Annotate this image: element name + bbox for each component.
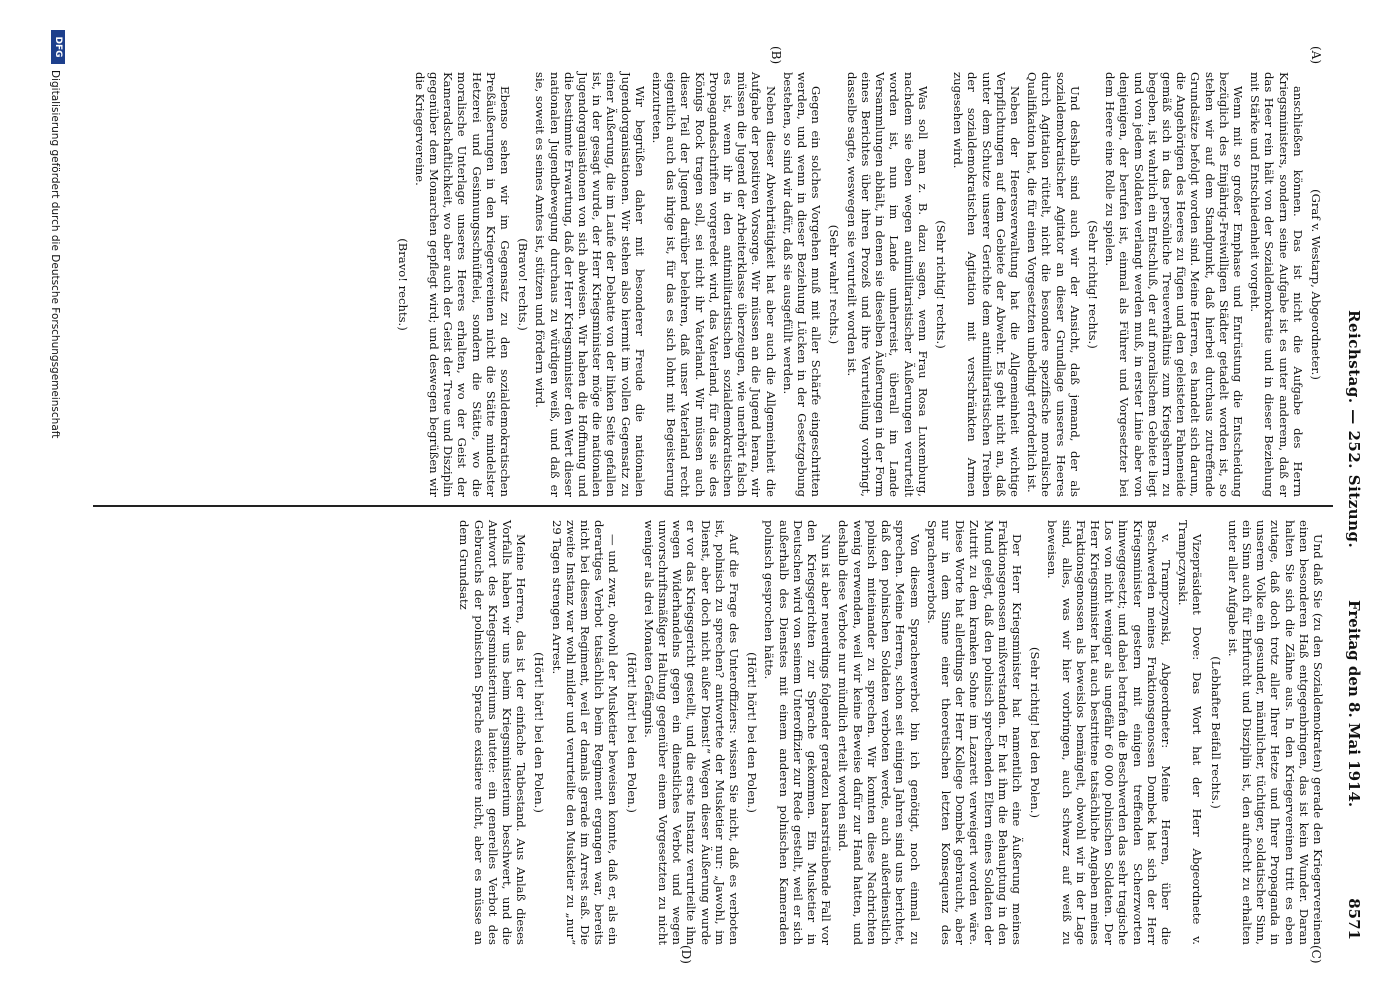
page-header [1337,70,1363,940]
page-number: 8571 [1345,898,1363,940]
paragraph: Gegen ein solches Vorgehen muß mit aller Schärfe eingeschritten werden, und wenn in dieser Beziehung Lücken in der Gesetzgebung bestehen, so sind wir dafür, daß sie ausgefüllt werden. [780,72,824,497]
header-date: Freitag den 8. Mai 1914. [1345,600,1363,808]
interjection: (Hört! hört! bei den Polen.) [532,652,547,813]
interjection: (Lebhafter Beifall rechts.) [1208,656,1223,809]
interjection: (Sehr wahr! rechts.) [827,224,842,345]
column-divider [93,505,1333,507]
left-column [391,72,1325,497]
paragraph: Neben der Heeresverwaltung hat die Allgemeinheit wichtige Verpflichtungen auf dem Gebiete der Abwehr. Es geht nicht an, daß unter dem Schutze unserer Gerichte dem antimilitaristischen Treiben der sozialdemokratischen Agitation mit verschränkten Armen zugesehen wird. [951,72,1022,497]
interjection: (Hört! hört! bei den Polen.) [624,652,639,813]
paragraph: Auf die Frage des Unteroffiziers: wissen Sie nicht, daß es verboten ist, polnisch zu sprechen? antwortete der Musketier nur: „Jawohl, im Dienst, aber doch nicht außer Dienst!“ Wegen dieser Äußerung wurde er vor das Kriegsgericht gestellt, und die erste Instanz verurteilte ihn wegen Widerhandelns gegen ein dienstliches Verbot und wegen unvorschriftsmäßiger Haltung gegenüber einem Vorgesetzten zu nicht weniger als drei Monaten Gefängnis. [641,520,742,945]
margin-marker-a: (A) [1309,46,1323,65]
interjection: (Bravo! rechts.) [395,238,410,331]
paragraph: Und deshalb sind auch wir der Ansicht, daß jemand, der als sozialdemokratischer Agitator an dieser Grundlage unseres Heeres durch Agitation rüttelt, nicht die besondere spezifische moralische Qualifikation hat, die für einen Vorgesetzten unbedingt erforderlich ist. [1025,72,1082,497]
right-column [454,520,1325,945]
paragraph: Was soll man z. B. dazu sagen, wenn Frau Rosa Luxemburg, nachdem sie eben wegen antimilitaristischer Äußerungen verurteilt worden ist, nun im Lande umherreist, überall im Lande Versammlungen abhält, in denen sie dieselben Äußerungen in der Form eines Berichtes über ihren Prozeß und ihre Verurteilung vorbringt, dasselbe sagte, weswegen sie verurteilt worden ist. [844,72,930,497]
interjection: (Hört! hört! bei den Polen.) [745,652,760,813]
paragraph: Meine Herren, das ist der einfache Tatbestand. Aus Anlaß dieses Vorfalls haben wir uns beim Kriegsministerium beschwert, und die Antwort des Kriegsministeriums lautete: ein generelles Verbot des Gebrauchs der polnischen Sprache existiere nicht, aber es müsse an dem Grundsatz [457,520,529,945]
speaker-line: (Graf v. Westarp, Abgeordneter.) [1309,189,1323,380]
paragraph: Vizepräsident Dove: Das Wort hat der Herr Abgeordnete v. Trampczynski. [1176,520,1205,945]
header-session: Reichstag. — 252. Sitzung. [1345,310,1363,549]
interjection: (Bravo! rechts.) [516,238,531,331]
interjection: (Sehr richtig! bei den Polen.) [1028,646,1043,819]
margin-marker-c: (C) [1309,945,1323,964]
funding-note: Digitalisierung gefördert durch die Deutsche Forschungsgemeinschaft [49,70,61,439]
paragraph: Und daß Sie (zu den Sozialdemokraten) gerade den Kriegervereinen einen besonderen Haß entgegenbringen, das ist kein Wunder. Daran halten Sie sich die Zähne aus. In den Kriegervereinen tritt es eben zutage, daß doch trotz aller Ihrer Hetze und Ihrer Propaganda in unserem Volke ein gesunder, männlicher, tüchtiger, soldatischer Sinn, ein Sinn auch für Ehrfurcht und Disziplin ist, den aufrecht zu erhalten unter aller Aufgabe ist. [1225,520,1325,945]
paragraph: Von diesem Sprachenverbot bin ich genötigt, noch einmal zu sprechen. Meine Herren, schon seit einigen Jahren sind uns berichtet, daß den polnischen Soldaten verboten werde, auch außerdienstlich polnisch miteinander zu sprechen. Wir konnten diese Nachrichten wenig verwenden, weil wir keine Beweise dafür zur Hand hatten, und deshalb diese Verbote nur mündlich erteilt worden sind. [836,520,922,945]
paragraph: Neben dieser Abwehrtätigkeit hat aber auch die Allgemeinheit die Aufgabe der positiven Vorsorge. Wir müssen an die Jugend heran, wir müssen die Jugend der Arbeiterklasse überzeugen, wie unerhört falsch es ist, wenn ihr in den antimilitaristischen sozialdemokratischen Propagandaschriften vorgeredet wird, das Vaterland, für das sie des Königs Rock tragen soll, sei nicht ihr Vaterland. Wir müssen auch dieser Teil der Jugend darüber belehren, daß unser Vaterland recht eigentlich auch das ihrige ist, für das es sich lohnt mit Begeisterung einzutreten. [650,72,778,497]
paragraph: Der Herr Kriegsminister hat namentlich eine Äußerung meines Fraktionsgenossen mißverstanden. Er hat ihm die Behauptung in den Mund gelegt, daß den polnisch sprechenden Eltern eines Soldaten der Zutritt zu dem kranken Sohne im Lazarett verweigert worden wäre. Diese Worte hat allerdings der Herr Kollege Dombek gebraucht, aber nur in dem Sinne einer theoretischen letzten Konsequenz des Sprachenverbots. [924,520,1024,945]
margin-marker-b: (B) [769,46,783,65]
margin-marker-d: (D) [679,945,693,964]
paragraph: v. Trampczynski, Abgeordneter: Meine Herren, über die Beschwerden meines Fraktionsgenossen Dombek hat sich der Herr Kriegsminister gestern mit einigen treffenden Scherzworten hinweggesetzt; und dabei betrafen die Beschwerden das sehr tragische Los von nicht weniger als ungefähr 60 000 polnischen Soldaten. Der Herr Kriegsminister hat auch bestrittene tatsächliche Angaben meines Fraktionsgenossen als beweislos bemängelt, obwohl wir in der Lage sind, alles, was wir hier vorbringen, auch schwarz auf weiß zu beweisen. [1045,520,1173,945]
paragraph: Wir begrüßen daher mit besonderer Freude die nationalen Jugendorganisationen. Wir stehen also hiermit im vollen Gegensatz zu einer Äußerung, die im Laufe der Debatte von der linken Seite gefallen ist, in der gesagt wurde, der Herr Kriegsminister möge die nationalen Jugendorganisationen von sich abweisen. Wir haben die Hoffnung und die bestimmte Erwartung, daß der Herr Kriegsminister den Wert dieser nationalen Jugendbewegung durchaus zu würdigen weiß, und daß er sie, soweit es seines Amtes ist, stützen und fördern wird. [533,72,647,497]
interjection: (Sehr richtig! rechts.) [933,220,948,349]
paragraph: Nun ist aber neuerdings folgender geradezu haarsträubende Fall vor den Kriegsgerichten zur Sprache gekommen. Ein Musketier in Deutschen wird von seinem Unteroffizier zur Rede gestellt, weil er sich außerhalb des Dienstes mit einem anderen polnischen Kameraden polnisch gesprochen hätte. [762,520,834,945]
paragraph: Ebenso sehen wir im Gegensatz zu den sozialdemokratischen Preßäußerungen in den Kriegervereinen nicht die Stätte mindelster Hetzerei und Gesinnungsschnüffelei, sondern die Stätte, wo die moralische Unterlage unseres Heeres erhalten, wo der Geist der Kameradschaftlichkeit, wo aber auch der Geist der Treue und Disziplin gegenüber dem Monarchen gepflegt wird; und deswegen begrüßen wir die Kriegervereine. [412,72,513,497]
paragraph: — und zwar, obwohl der Musketier beweisen konnte, daß er, als ein derartiges Verbot tatsächlich beim Regiment ergangen war, bereits nicht bei diesem Regiment, weil er damals gerade im Arrest saß. Die zweite Instanz war wohl milder und verurteilte den Musketier zu „nur“ 29 Tagen strengen Arrest. [549,520,621,945]
paragraph: anschließen können. Das ist nicht die Aufgabe des Herrn Kriegsministers, sondern seine Aufgabe ist es unter anderem, daß er das Heer rein hält von der Sozialdemokratie und in dieser Beziehung mit Stärke und Entschiedenheit vorgeht. [1248,72,1305,497]
interjection: (Sehr richtig! rechts.) [1085,220,1100,349]
paragraph: Wenn mit so großer Emphase und Entrüstung die Entscheidung bezüglich des Einjährig-Freiwilligen Städter getadelt worden ist, so stehen wir auf dem Standpunkt, daß hierbei durchaus zutreffende Grundsätze befolgt worden sind. Meine Herren, es handelt sich darum, die Angehörigen des Heeres zu fügen und den geleisteten Fahneneide gemäß sich in das persönliche Treueverhältnis zum Kriegsherrn zu begeben, ist wahrlich ein Entschluß, der auf moralischem Gebiete liegt und von jedem Soldaten verlangt werden muß, in erster Linie aber von denjenigen, der berufen ist, einmal als Führer und Vorgesetzter bei dem Heere eine Rolle zu spielen. [1103,72,1245,497]
dfg-logo: DFG [51,30,65,64]
